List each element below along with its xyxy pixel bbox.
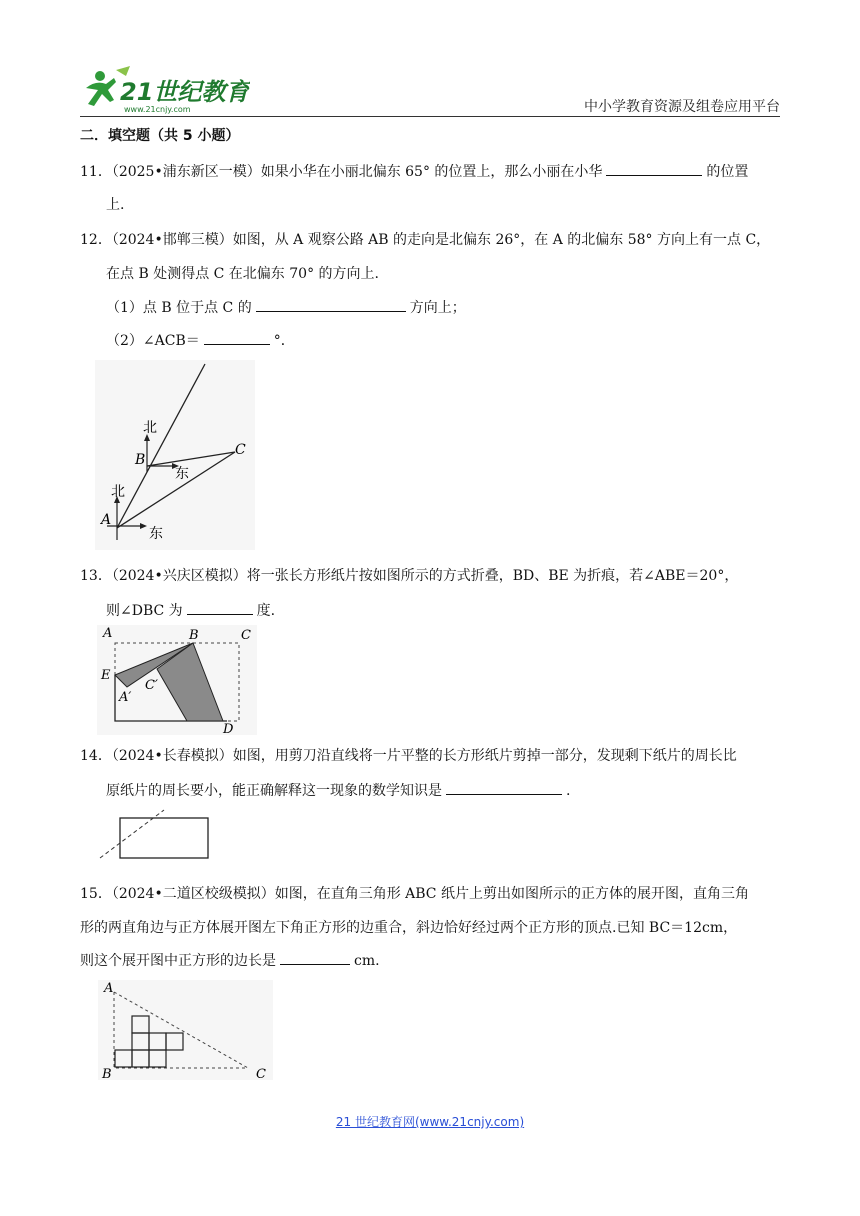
q12-sub1-text-a: （1）点 B 位于点 C 的 (106, 300, 252, 316)
q12-blank-2[interactable] (204, 330, 270, 345)
q12-label-north-b: 北 (143, 420, 157, 436)
q13-line1: 13．（2024•兴庆区模拟）将一张长方形纸片按如图所示的方式折叠，BD、BE 为折痕，若∠ABE＝20°， (80, 568, 739, 584)
q13-label-a-prime: A′ (119, 690, 132, 705)
q12-label-b: B (135, 452, 146, 468)
q13-label-d: D (223, 722, 234, 735)
q12-label-east-a: 东 (149, 526, 163, 542)
q12-label-east-b: 东 (175, 466, 189, 482)
q15-label-c: C (256, 1067, 266, 1080)
q14-blank[interactable] (446, 780, 562, 795)
q15-blank[interactable] (280, 950, 350, 965)
q13-line2 (106, 600, 275, 621)
q12-sub2-text-b: °． (273, 333, 295, 349)
platform-name: 中小学教育资源及组卷应用平台 (584, 99, 780, 115)
q15-label-b: B (102, 1067, 112, 1080)
logo-text: 21世纪教育 (120, 78, 250, 106)
q15-line1: 15．（2024•二道区校级模拟）如图，在直角三角形 ABC 纸片上剪出如图所示的正方体的展开图，直角三角 (80, 886, 749, 902)
q12-line2: 在点 B 处测得点 C 在北偏东 70° 的方向上. (106, 266, 379, 282)
q15-figure (98, 980, 273, 1084)
q12-sub1-text-b: 方向上； (409, 300, 466, 316)
q12-blank-1[interactable] (256, 297, 406, 312)
q11-line1 (80, 161, 748, 182)
q12-label-north-a: 北 (111, 484, 125, 500)
q14-text-a: 原纸片的周长要小，能正确解释这一现象的数学知识是 (106, 783, 442, 799)
q11-line2: 上. (106, 197, 125, 213)
q12-label-a: A (101, 512, 112, 528)
q11-text-b: 的位置 (706, 164, 749, 180)
footer-link[interactable]: 21 世纪教育网(www.21cnjy.com) (335, 1115, 525, 1129)
q12-figure (95, 360, 255, 554)
q14-line1: 14．（2024•长春模拟）如图，用剪刀沿直线将一片平整的长方形纸片剪掉一部分，发现剩下纸片的周长比 (80, 748, 737, 764)
q15-text-a: 则这个展开图中正方形的边长是 (80, 953, 276, 969)
q11-text-a: 11．（2025•浦东新区一模）如果小华在小丽北偏东 65° 的位置上，那么小丽在小华 (80, 164, 603, 180)
q14-text-b: . (566, 783, 571, 799)
logo (80, 66, 250, 116)
q12-sub1 (106, 297, 466, 318)
q12-sub2 (106, 330, 295, 351)
section-title: 二．填空题（共 5 小题） (80, 128, 240, 144)
q13-figure (97, 625, 257, 739)
page-footer (0, 1113, 860, 1130)
q13-text-a: 则∠DBC 为 (106, 603, 183, 619)
q12-sub2-text-a: （2）∠ACB＝ (106, 333, 200, 349)
q13-label-c-prime: C′ (145, 678, 158, 693)
q13-blank[interactable] (187, 600, 253, 615)
page-header (80, 60, 780, 116)
q12-line1: 12．（2024•邯郸三模）如图，从 A 观察公路 AB 的走向是北偏东 26°，在 A 的北偏东 58° 方向上有一点 C， (80, 232, 771, 248)
header-rule (80, 116, 780, 117)
q13-label-e: E (101, 668, 111, 683)
q12-label-c: C (235, 442, 246, 458)
q13-text-b: 度. (256, 603, 276, 619)
q15-line3 (80, 950, 380, 971)
logo-url: www.21cnjy.com (124, 105, 191, 114)
q15-line2: 形的两直角边与正方体展开图左下角正方形的边重合，斜边恰好经过两个正方形的顶点.已知 BC＝12cm， (80, 920, 738, 936)
q14-line2 (106, 780, 570, 801)
q13-label-c: C (241, 628, 251, 643)
q13-label-a: A (103, 626, 113, 641)
q13-label-b: B (189, 628, 199, 643)
q15-label-a: A (104, 981, 114, 996)
q15-text-b: cm. (354, 953, 380, 969)
q11-blank[interactable] (606, 161, 702, 176)
q14-figure (98, 808, 218, 867)
